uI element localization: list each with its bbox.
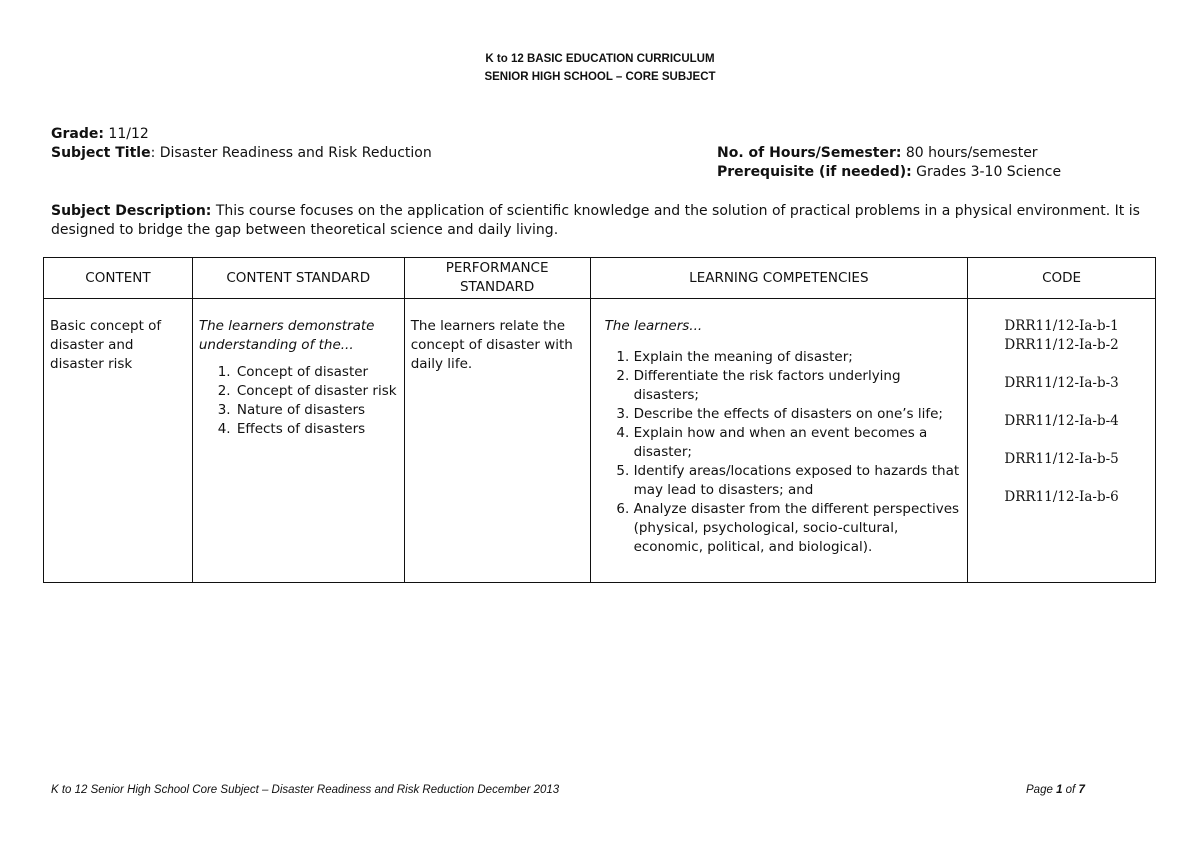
page-number: [1026, 784, 1085, 796]
list-item: 3. Describe the effects of disasters on one’s life;: [634, 405, 962, 424]
subject-description: [51, 202, 1161, 240]
curriculum-title: K to 12 BASIC EDUCATION CURRICULUM: [485, 53, 715, 65]
list-item: 2. Differentiate the risk factors underlying disasters;: [634, 367, 962, 405]
grade-line: [51, 125, 149, 144]
list-item: 4. Effects of disasters: [235, 420, 398, 439]
code-item: DRR11/12-Ia-b-2: [1004, 337, 1119, 353]
code-item: DRR11/12-Ia-b-5: [1004, 451, 1119, 467]
code-item: DRR11/12-Ia-b-4: [1004, 413, 1119, 429]
code-item: DRR11/12-Ia-b-6: [1004, 489, 1119, 505]
prerequisite-label: Prerequisite (if needed):: [717, 164, 912, 180]
subject-title-label: Subject Title: [51, 145, 151, 161]
prerequisite-line: [717, 163, 1061, 182]
competencies-intro: The learners...: [604, 318, 703, 334]
hours-label: No. of Hours/Semester:: [717, 145, 902, 161]
content-standard-intro: The learners demonstrate understanding of the...: [198, 318, 375, 353]
header-code: CODE: [968, 258, 1156, 299]
grade-value: 11/12: [103, 126, 149, 142]
list-item: 1. Concept of disaster: [235, 363, 398, 382]
list-item: 3. Nature of disasters: [235, 401, 398, 420]
header-performance-standard: PERFORMANCE STANDARD: [404, 258, 590, 299]
page-prefix: Page: [1026, 784, 1057, 796]
list-item: 6. Analyze disaster from the different perspectives (physical, psychological, socio-cultural, economic, political, and biological).: [634, 500, 962, 557]
hours-value: 80 hours/semester: [901, 145, 1038, 161]
list-item: 1. Explain the meaning of disaster;: [634, 348, 962, 367]
header-learning-competencies: LEARNING COMPETENCIES: [590, 258, 968, 299]
table-row: [44, 299, 1156, 583]
code-item: DRR11/12-Ia-b-3: [1004, 375, 1119, 391]
prerequisite-value: Grades 3-10 Science: [911, 164, 1062, 180]
hours-line: [717, 144, 1038, 163]
content-standard-cell: [192, 299, 404, 583]
header-content-standard: CONTENT STANDARD: [192, 258, 404, 299]
header-content: CONTENT: [44, 258, 193, 299]
subject-description-label: Subject Description:: [51, 203, 212, 219]
page-total: 7: [1078, 784, 1085, 796]
performance-standard-cell: The learners relate the concept of disaster with daily life.: [404, 299, 590, 583]
list-item: 2. Concept of disaster risk: [235, 382, 398, 401]
competencies-list: [597, 348, 962, 557]
footer-text: K to 12 Senior High School Core Subject – Disaster Readiness and Risk Reduction December 2013: [51, 784, 560, 796]
page-mid: of: [1062, 784, 1079, 796]
learning-competencies-cell: [590, 299, 968, 583]
content-cell: Basic concept of disaster and disaster risk: [44, 299, 193, 583]
list-item: 4. Explain how and when an event becomes a disaster;: [634, 424, 962, 462]
subject-title-line: [51, 144, 432, 163]
code-item: DRR11/12-Ia-b-1: [1004, 318, 1119, 334]
curriculum-subtitle: SENIOR HIGH SCHOOL – CORE SUBJECT: [484, 71, 716, 83]
code-cell: [968, 299, 1156, 583]
table-header-row: [44, 258, 1156, 299]
grade-label: Grade:: [51, 126, 104, 142]
subject-title-value: : Disaster Readiness and Risk Reduction: [150, 145, 432, 161]
list-item: 5. Identify areas/locations exposed to hazards that may lead to disasters; and: [634, 462, 962, 500]
subject-description-text: This course focuses on the application of scientific knowledge and the solution of practical problems in a physical environment. It is designed to bridge the gap between theoretical science and daily living.: [51, 203, 1140, 238]
content-standard-list: [199, 363, 398, 439]
curriculum-table: [43, 257, 1156, 583]
page-current: 1: [1056, 784, 1063, 796]
